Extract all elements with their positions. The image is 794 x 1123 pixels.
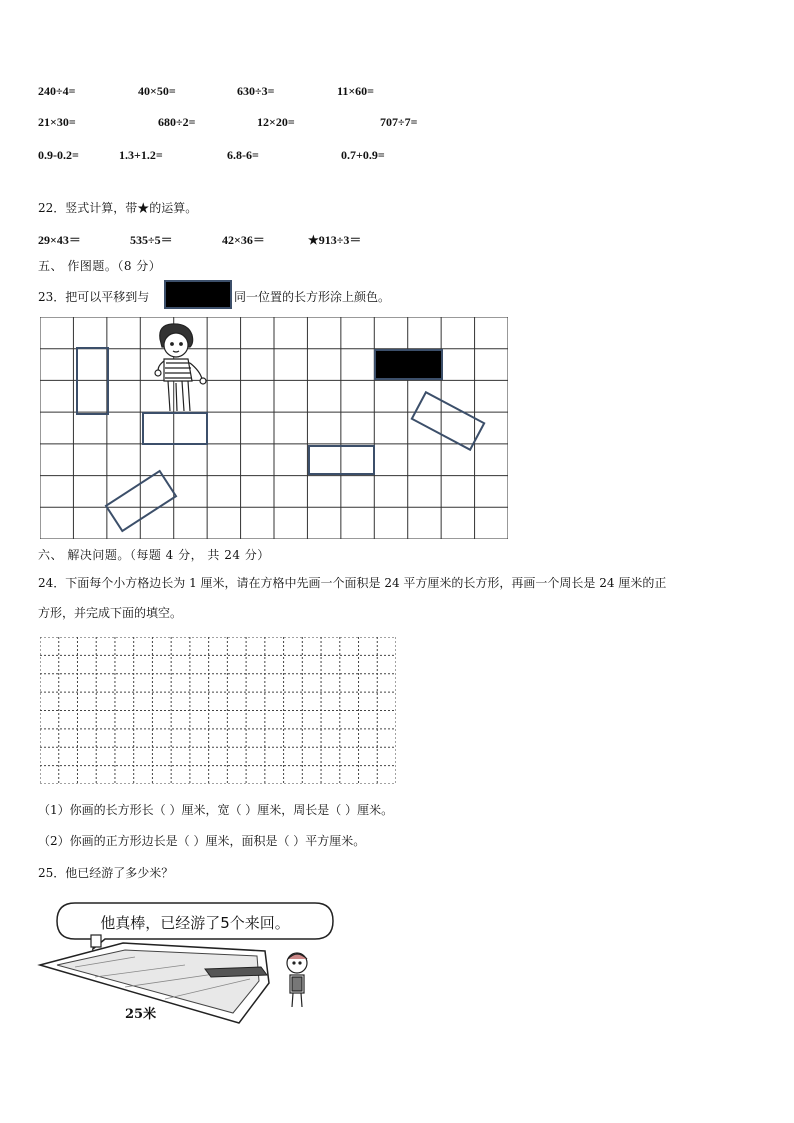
- calc-1-1: 240÷4=: [38, 84, 76, 98]
- ladder: [91, 935, 101, 947]
- swimmer: [205, 967, 267, 977]
- drawing-grid[interactable]: [40, 637, 396, 784]
- rect-horizontal-middle[interactable]: [309, 446, 374, 474]
- q24-fill-1: （1）你画的长方形长（ ）厘米，宽（ ）厘米，周长是（ ）厘米。: [38, 803, 394, 817]
- calc-3-3: 6.8-6=: [227, 148, 259, 162]
- q22-item-1: 29×43＝: [38, 233, 81, 247]
- q24-line-1: 24．下面每个小方格边长为 1 厘米，请在方格中先画一个面积是 24 平方厘米的长方形，再画一个周长是 24 厘米的正: [38, 576, 667, 590]
- calc-3-1: 0.9-0.2=: [38, 148, 79, 162]
- rect-rotated-right[interactable]: [412, 392, 484, 449]
- calc-2-3: 12×20=: [257, 115, 295, 129]
- child-illustration: [287, 953, 307, 1007]
- q22-title: 22．竖式计算，带★的运算。: [38, 201, 198, 215]
- calc-2-2: 680÷2=: [158, 115, 196, 129]
- rect-black-filled: [375, 350, 442, 379]
- calc-2-4: 707÷7=: [380, 115, 418, 129]
- translation-grid: [40, 317, 508, 539]
- section-5-heading: 五、 作图题。（8 分）: [38, 259, 162, 273]
- rect-rotated-left[interactable]: [106, 471, 176, 531]
- reference-black-rectangle: [164, 280, 232, 309]
- q22-item-3: 42×36＝: [222, 233, 265, 247]
- calc-2-1: 21×30=: [38, 115, 76, 129]
- swimming-pool-illustration: [35, 895, 375, 1035]
- calc-3-2: 1.3+1.2=: [119, 148, 163, 162]
- rect-horizontal-under-boy[interactable]: [143, 413, 207, 444]
- calc-1-2: 40×50=: [138, 84, 176, 98]
- calc-3-4: 0.7+0.9=: [341, 148, 385, 162]
- calc-1-4: 11×60=: [337, 84, 375, 98]
- q23-text-before: 23．把可以平移到与: [38, 290, 150, 304]
- q22-item-4: ★913÷3＝: [308, 233, 362, 247]
- speech-text: 他真棒，已经游了5个来回。: [100, 914, 290, 932]
- q24-line-2: 方形，并完成下面的填空。: [38, 606, 183, 620]
- boy-illustration: [155, 324, 206, 411]
- calc-1-3: 630÷3=: [237, 84, 275, 98]
- pool-length-label: 25米: [125, 1007, 157, 1022]
- rect-vertical[interactable]: [77, 348, 108, 414]
- q22-item-2: 535÷5＝: [130, 233, 173, 247]
- q23-text-after: 同一位置的长方形涂上颜色。: [234, 290, 391, 304]
- q24-fill-2: （2）你画的正方形边长是（ ）厘米，面积是（ ）平方厘米。: [38, 834, 366, 848]
- section-6-heading: 六、 解决问题。（每题 4 分， 共 24 分）: [38, 548, 270, 562]
- q25-title: 25．他已经游了多少米？: [38, 866, 174, 880]
